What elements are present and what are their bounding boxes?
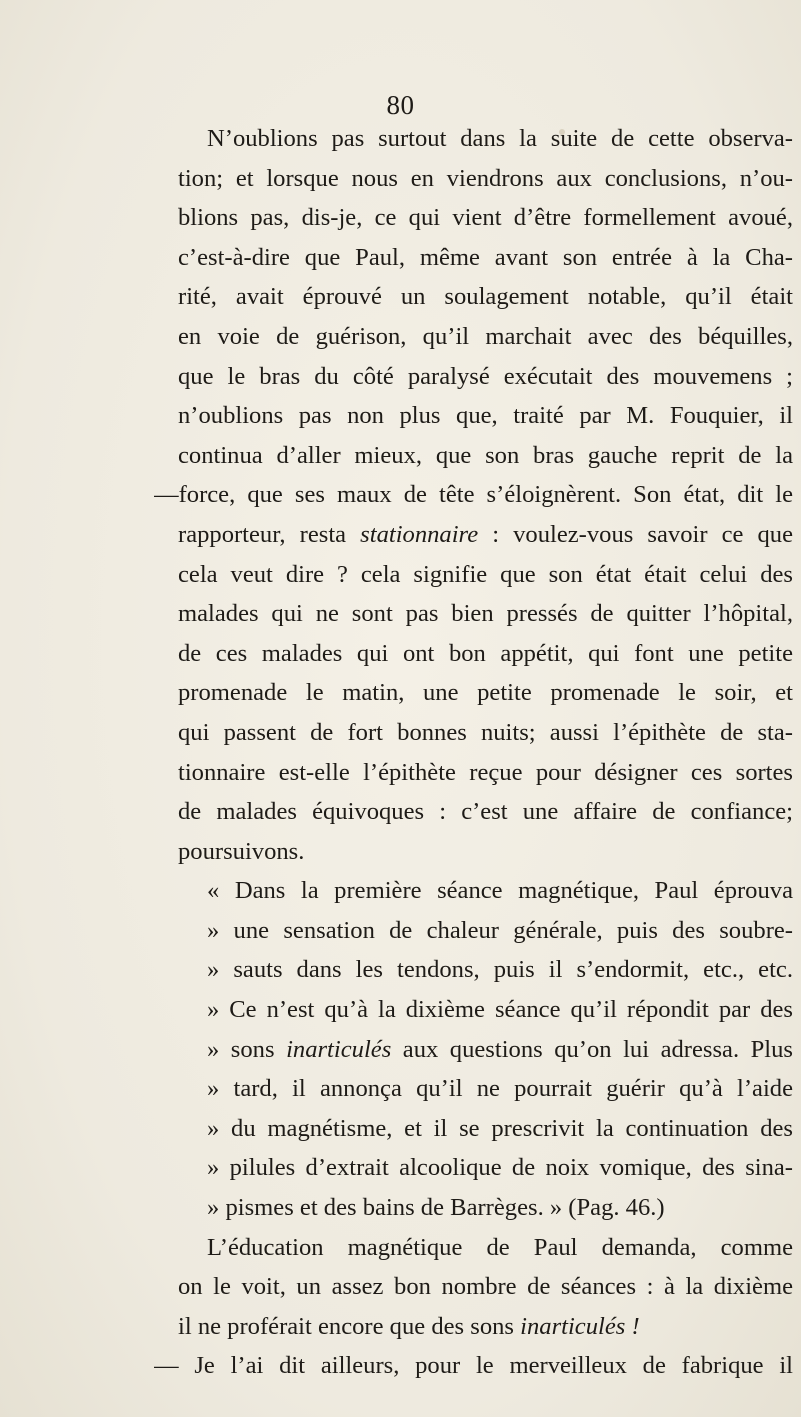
- italic-term: stationnaire: [360, 520, 479, 548]
- text-segment: aux questions qu’on lui adressa. Plus: [391, 1035, 793, 1063]
- italic-term: inarticulés: [286, 1035, 392, 1063]
- text-line: tionnaire est-elle l’épithète reçue pour désigner ces sortes: [178, 758, 793, 786]
- text-line: c’est-à-dire que Paul, même avant son entrée à la Cha-: [178, 243, 793, 271]
- text-line: [178, 515, 793, 555]
- text-line: qui passent de fort bonnes nuits; aussi l’épithète de sta-: [178, 718, 793, 746]
- text-line: poursuivons.: [178, 837, 305, 865]
- text-line: de ces malades qui ont bon appétit, qui font une petite: [178, 639, 793, 667]
- quote-line: » une sensation de chaleur générale, puis des soubre-: [207, 916, 793, 944]
- text-line: de malades équivoques : c’est une affaire de confiance;: [178, 798, 793, 826]
- text-line: cela veut dire ? cela signifie que son état était celui des: [178, 560, 793, 588]
- text-line: — Je l’ai dit ailleurs, pour le merveilleux de fabrique il: [154, 1352, 793, 1380]
- quote-line: « Dans la première séance magnétique, Paul éprouva: [207, 877, 793, 905]
- text-line: blions pas, dis-je, ce qui vient d’être formellement avoué,: [178, 204, 793, 232]
- text-line: —force, que ses maux de tête s’éloignèrent. Son état, dit le: [154, 481, 793, 509]
- text-line: L’éducation magnétique de Paul demanda, comme: [207, 1233, 793, 1261]
- text-line: malades qui ne sont pas bien pressés de quitter l’hôpital,: [178, 600, 793, 628]
- text-line: rité, avait éprouvé un soulagement notable, qu’il était: [178, 283, 793, 311]
- text-line: on le voit, un assez bon nombre de séances : à la dixième: [178, 1273, 793, 1301]
- text-segment: : voulez-vous savoir ce que: [478, 520, 793, 548]
- quote-line: » sauts dans les tendons, puis il s’endormit, etc., etc.: [207, 956, 793, 984]
- italic-term: inarticulés !: [520, 1312, 640, 1340]
- text-line: en voie de guérison, qu’il marchait avec des béquilles,: [178, 322, 793, 350]
- quote-line: » pilules d’extrait alcoolique de noix vomique, des sina-: [207, 1154, 793, 1182]
- body-text: [154, 119, 793, 1386]
- quote-line: [178, 1030, 793, 1070]
- quote-line: » du magnétisme, et il se prescrivit la continuation des: [207, 1114, 793, 1142]
- text-segment: rapporteur, resta: [178, 520, 361, 548]
- text-line: [178, 1307, 793, 1347]
- quote-line: » pismes et des bains de Barrèges. » (Pag. 46.): [207, 1194, 665, 1222]
- quote-line: » Ce n’est qu’à la dixième séance qu’il répondit par des: [207, 996, 793, 1024]
- text-line: tion; et lorsque nous en viendrons aux conclusions, n’ou-: [178, 164, 793, 192]
- text-segment: » sons: [207, 1035, 287, 1063]
- text-line: n’oublions pas non plus que, traité par M. Fouquier, il: [178, 402, 793, 430]
- quote-line: » tard, il annonça qu’il ne pourrait guérir qu’à l’aide: [207, 1075, 793, 1103]
- text-line: que le bras du côté paralysé exécutait des mouvemens ;: [178, 362, 793, 390]
- text-segment: il ne proférait encore que des sons: [178, 1312, 521, 1340]
- page-number: 80: [386, 90, 415, 120]
- text-line: continua d’aller mieux, que son bras gauche reprit de la: [178, 441, 793, 469]
- text-line: N’oublions pas surtout dans la suite de cette observa-: [207, 125, 793, 152]
- text-line: promenade le matin, une petite promenade le soir, et: [178, 679, 793, 707]
